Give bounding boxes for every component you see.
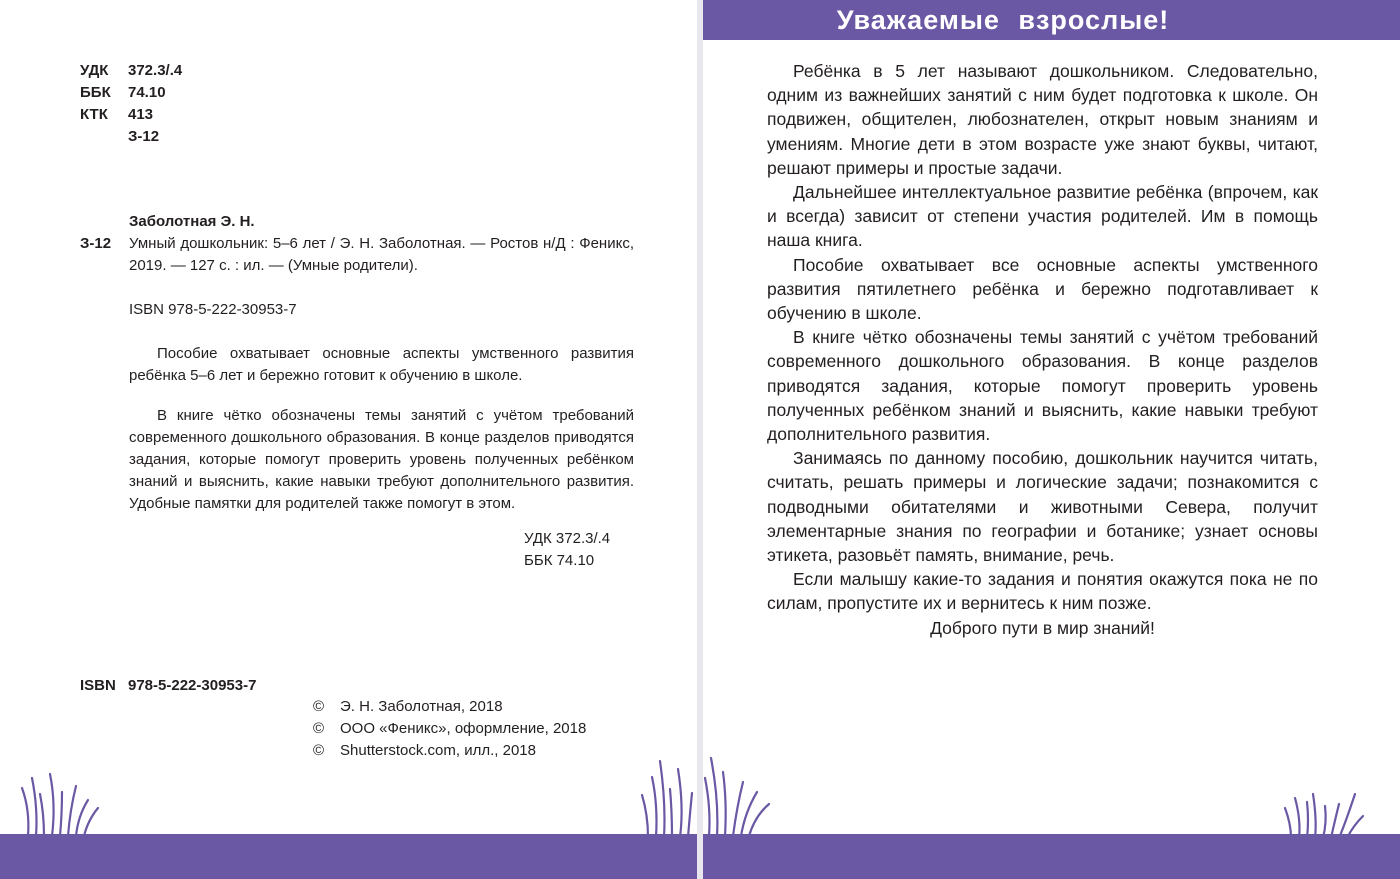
grass-decoration <box>703 748 778 838</box>
copyright-line <box>313 718 586 740</box>
classification-value: 74.10 <box>128 84 166 101</box>
copyright-block <box>313 696 586 762</box>
classification-row <box>80 104 182 126</box>
grass-decoration <box>18 770 108 840</box>
abstract-paragraph: В книге чётко обозначены темы занятий с учётом требований современного дошкольного образования. В конце разделов приводятся задания, которые помогут проверить уровень полученных ребёнком знаний и выяснить, какие навыки требуют дополнительного развития. Удобные памятки для родителей также помогут в этом. <box>129 407 634 512</box>
copyright-text: ООО «Феникс», оформление, 2018 <box>340 720 587 737</box>
left-page <box>0 0 697 879</box>
closing-line: Доброго пути в мир знаний! <box>930 617 1155 638</box>
body-paragraph: Если малышу какие-то задания и понятия окажутся пока не по силам, пропустите их и вернитесь к ним позже. <box>767 569 1318 614</box>
classification-key: КТК <box>80 106 108 123</box>
copyright-symbol: © <box>313 698 325 715</box>
body-paragraph: Пособие охватывает все основные аспекты умственного развития пятилетнего ребёнка и бережно подготавливает к обучению в школе. <box>767 254 1318 324</box>
body-paragraph: Ребёнка в 5 лет называют дошкольником. Следовательно, одним из важнейших занятий с ним будет подготовка к школе. Он подвижен, общителен, любознателен, открыт новым знаниям и умениям. Многие дети в этом возрасте уже знают буквы, читают, решают примеры и простые задачи. <box>767 61 1318 178</box>
udk-right: УДК 372.3/.4 <box>524 530 611 547</box>
copyright-text: Shutterstock.com, илл., 2018 <box>340 742 536 759</box>
body-paragraph: В книге чётко обозначены темы занятий с учётом требований современного дошкольного образования. В конце разделов приводятся задания, которые помогут проверить уровень полученных ребёнком знаний и выяснить, какие навыки требуют дополнительного развития. <box>767 327 1318 445</box>
isbn-number: 978-5-222-30953-7 <box>128 677 257 694</box>
grass-decoration <box>1283 790 1373 840</box>
bottom-band <box>703 834 1400 879</box>
header-bar <box>703 0 1400 40</box>
bottom-band <box>0 834 697 879</box>
body-text <box>767 59 1318 640</box>
copyright-line <box>313 696 586 718</box>
right-page <box>703 0 1400 879</box>
classification-row <box>80 60 182 82</box>
body-paragraph: Дальнейшее интеллектуальное развитие ребёнка (впрочем, как и всегда) зависит от степени участия родителей. Им в помощь наша книга. <box>767 182 1318 251</box>
classification-row <box>80 82 182 104</box>
copyright-symbol: © <box>313 720 325 737</box>
classification-key: ББК <box>80 84 111 101</box>
bbk-right: ББК 74.10 <box>524 552 595 569</box>
grass-decoration <box>640 755 697 840</box>
page-title: Уважаемые взрослые! <box>836 5 1170 35</box>
isbn-label: ISBN <box>80 677 116 694</box>
isbn-bottom <box>80 675 256 697</box>
isbn-inline: ISBN 978-5-222-30953-7 <box>129 301 297 318</box>
classification-value: 372.3/.4 <box>128 62 183 79</box>
classification-row <box>80 126 182 148</box>
classification-block <box>80 60 182 148</box>
body-paragraph: Занимаясь по данному пособию, дошкольник научится читать, считать, решать примеры и логические задачи; познакомится с подводными обитателями и животными Севера, получит элементарные знания по географии и ботанике; узнает основы этикета, разовьёт память, внимание, речь. <box>767 448 1318 566</box>
citation: Умный дошкольник: 5–6 лет / Э. Н. Заболотная. — Ростов н/Д : Феникс, 2019. — 127 с. : ил. — (Умные родители). <box>129 235 634 274</box>
abstract-paragraph: Пособие охватывает основные аспекты умственного развития ребёнка 5–6 лет и бережно готовит к обучению в школе. <box>129 345 634 384</box>
copyright-line <box>313 740 586 762</box>
copyright-symbol: © <box>313 742 325 759</box>
classification-value: З-12 <box>128 128 160 145</box>
copyright-text: Э. Н. Заболотная, 2018 <box>340 698 503 715</box>
book-code: З-12 <box>80 235 112 252</box>
classification-key: УДК <box>80 62 109 79</box>
author-name: Заболотная Э. Н. <box>129 213 255 230</box>
classification-value: 413 <box>128 106 154 123</box>
